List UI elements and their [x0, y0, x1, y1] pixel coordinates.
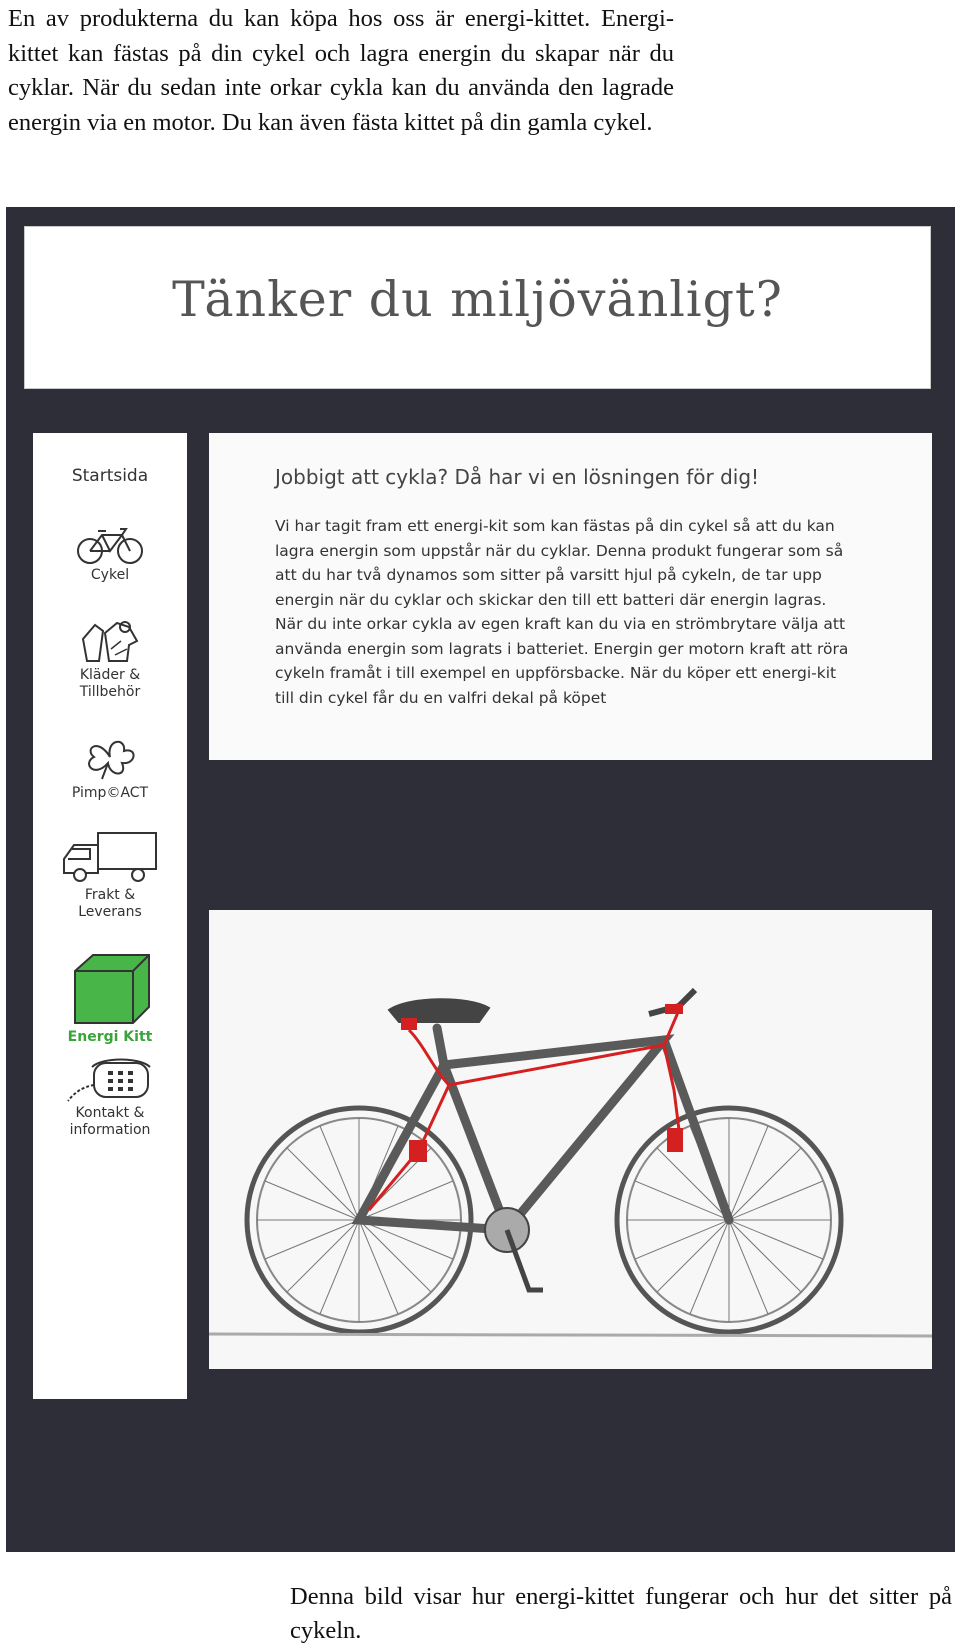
clover-icon: [80, 733, 140, 783]
nav-item-energi-kitt[interactable]: Energi Kitt: [33, 951, 187, 1046]
bicycle-icon: [74, 525, 146, 565]
green-box-icon: [65, 951, 155, 1027]
telephone-icon: [62, 1057, 158, 1103]
bicycle-illustration: [209, 910, 932, 1369]
nav-item-pimpact[interactable]: Pimp©ACT: [33, 733, 187, 802]
header-banner: [24, 226, 931, 389]
bicycle-illustration-panel: [209, 910, 932, 1369]
nav-item-kontakt[interactable]: Kontakt & information: [33, 1057, 187, 1139]
truck-icon: [60, 829, 160, 885]
energy-kit-dynamos: [401, 1004, 683, 1162]
nav-item-cykel[interactable]: Cykel: [33, 525, 187, 584]
content-panel: [209, 433, 932, 760]
content-heading: Jobbigt att cykla? Då har vi en lösningen för dig!: [275, 465, 760, 489]
page-title: Tänker du miljövänligt?: [172, 271, 783, 328]
webpage-sketch: [6, 207, 955, 1552]
sidebar-nav: [33, 433, 187, 1399]
nav-item-klader[interactable]: Kläder & Tillbehör: [33, 619, 187, 701]
content-body: Vi har tagit fram ett energi-kit som kan fästas på din cykel så att du kan lagra energin som uppstår när du cyklar. Denna produkt fungerar som så att du har två dynamos som sitter på varsitt hjul på cykeln, de tar upp energin när du cyklar och skickar den till ett batteri där energin lagras. När du inte orkar cykla av egen kraft kan du via en strömbrytare välja att använda energin som lagrats i batteriet. Energin ger motorn kraft att röra cykeln framåt i till exempel en uppförsbacke. När du köper ett energi-kit till din cykel får du en valfri dekal på köpet: [275, 517, 849, 707]
ground-line: [209, 1334, 932, 1336]
intro-paragraph: En av produkterna du kan köpa hos oss är energi-kittet. Energi-kittet kan fästas på din cykel och lagra energin du skapar när du cyklar. När du sedan inte orkar cykla kan du använda den lagrade energin via en motor. Du kan även fästa kittet på din gamla cykel.: [8, 5, 674, 136]
figure-caption: Denna bild visar hur energi-kittet fungerar och hur det sitter på cykeln.: [290, 1583, 952, 1644]
nav-item-frakt[interactable]: Frakt & Leverans: [33, 829, 187, 921]
clothes-icon: [77, 619, 143, 665]
nav-item-startsida[interactable]: Startsida: [71, 466, 149, 486]
